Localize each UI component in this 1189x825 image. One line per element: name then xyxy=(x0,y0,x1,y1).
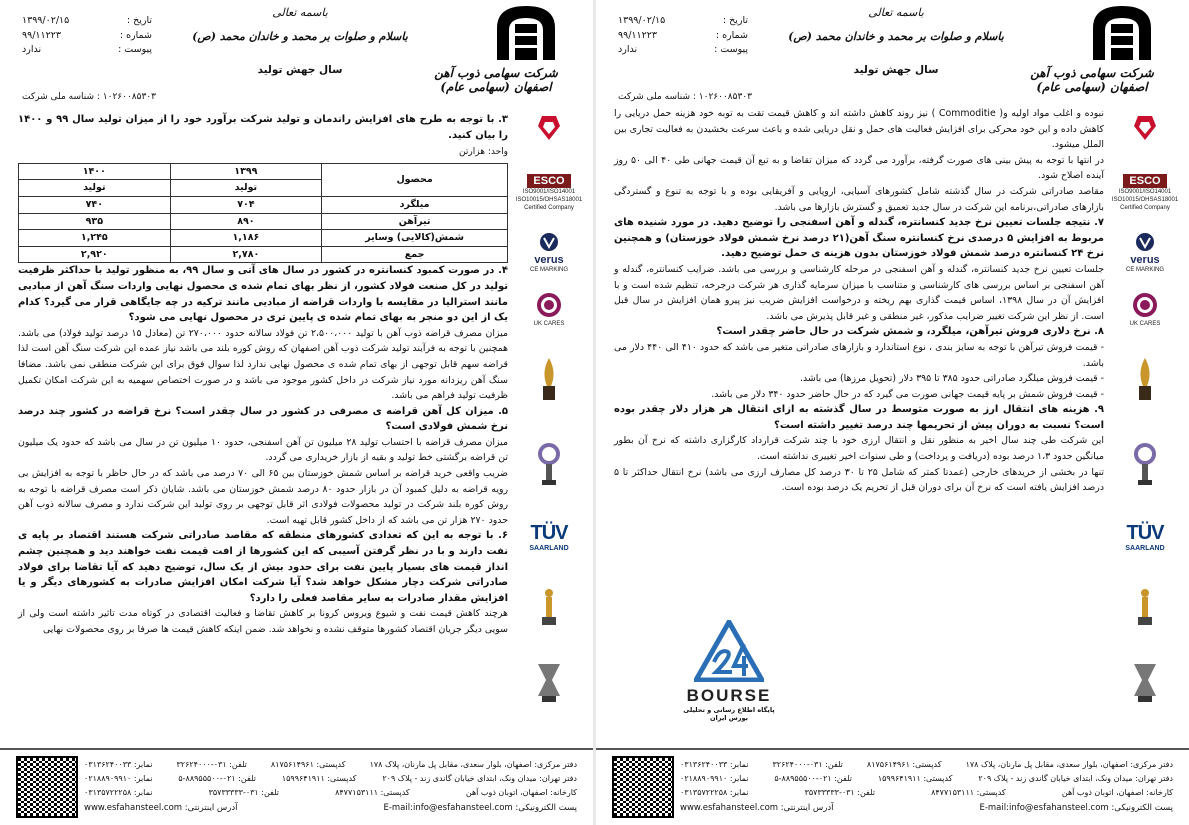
bismillah: باسمه تعالی xyxy=(868,6,924,19)
esfahan-steel-logo xyxy=(491,0,561,64)
iso-line-1: ISO9001/ISO14001 xyxy=(522,189,576,195)
iso-line-2: ISO10015/OHSAS18001 xyxy=(515,197,583,203)
email-label: پست الکترونیکی: xyxy=(515,803,577,813)
footer-contact xyxy=(680,803,1173,813)
verus-badge xyxy=(511,232,587,274)
letter-body xyxy=(614,106,1104,496)
address-factory: کارخانه: اصفهان، اتوبان ذوب آهن xyxy=(465,788,577,797)
esfahan-steel-logo xyxy=(1087,0,1157,64)
ce-marking-label: CE MARKING xyxy=(529,267,568,273)
production-subheader: تولید xyxy=(19,180,171,197)
postal-hq: کدپستی: ۸۱۷۵۶۱۴۹۶۱ xyxy=(270,760,346,769)
question-4: ۴. در صورت کمبود کنسانتره در کشور در سال های آتی و سال ۹۹، به منظور تولید با حداکثر ظرفیت تولید در کل صنعت فولاد کشور، از نظر بهای تمام شده ی محصول نهایی واردات سنگ آهن از مبادیی مانند استرالیا در مقایسه با واردات قراضه از مبادیی مانند ترکیه در چه جایگاهی قرار می گیرد؟ کدام یک از این دو منجر به بهای تمام شده ی پایین تری در محصول نهایی می شود؟ xyxy=(18,265,508,324)
fax-tehran: نمابر: ۰۲۱۸۸۹۰۹۹۱۰ xyxy=(680,774,749,783)
award-icon xyxy=(1107,442,1183,488)
esco-iso-badge xyxy=(1107,174,1183,212)
salutation: باسلام و صلوات بر محمد و خاندان محمد (ص) xyxy=(788,30,1004,43)
postal-tehran: کدپستی: ۱۵۹۹۶۴۱۹۱۱ xyxy=(281,774,357,783)
attachment-value: ندارد xyxy=(618,44,638,55)
answer-9-part-2: تنها در بخشی از خریدهای خارجی (عمدتا کمتر که شامل ۲۵ تا ۳۰ درصد کل مصارف ارزی می باشد) نرخ انتقال حداکثر تا ۵ درصد افزایش یافته است که نرخ آن برای دوران قبل از تحریم یک درصد بوده است. xyxy=(614,466,1105,494)
answer-6: هرچند کاهش قیمت نفت و شیوع ویروس کرونا بر کاهش تقاضا و فعالیت اقتصادی در کوتاه مدت تاثیر داشته است ولی از سویی دیگر جریان اقتصاد کشورها متوقف نشده و نخواهد شد. ضمن اینکه کاهش قیمت ها صرفا بر روی محصولات نهایی xyxy=(18,608,508,635)
tel-tehran: تلفن: ۰۲۱-۸۸۹۵۵۵۰۰-۵ xyxy=(774,774,852,783)
knot-sculpture-icon xyxy=(511,660,587,706)
cares-badge xyxy=(1107,292,1183,328)
fax-hq: نمابر: ۰۳۱۳۶۲۴۰۰۳۳ xyxy=(84,760,153,769)
fax-hq: نمابر: ۰۳۱۳۶۲۴۰۰۳۳ xyxy=(680,760,749,769)
footer-addresses xyxy=(680,758,1173,800)
paragraph-forecast: در انتها با توجه به پیش بینی های صورت گرفته، برآورد می گردد که میزان تقاضا و به تبع آن قیمت جهانی طی ۴۰ الی ۵۰ روز آینده اصلاح شود. xyxy=(614,154,1104,182)
table-row xyxy=(19,196,508,213)
value-1399: ۸۹۰ xyxy=(170,213,322,230)
tel-factory: تلفن: ۰۳۱-۳۵۷۳۳۳۳۳ xyxy=(804,788,875,797)
national-id: ۱۰۲۶۰۰۸۵۳۰۳ : شناسه ملی شرکت xyxy=(618,92,752,102)
iso-line-3: Certified Company xyxy=(1120,205,1170,211)
bourse-subtitle: پایگاه اطلاع رسانی و تحلیلی بورس ایران xyxy=(683,706,775,722)
email-label: پست الکترونیکی: xyxy=(1111,803,1173,813)
qr-code-icon xyxy=(612,756,674,818)
postal-hq: کدپستی: ۸۱۷۵۶۱۴۹۶۱ xyxy=(866,760,942,769)
email-link[interactable]: E-mail:info@esfahansteel.com xyxy=(979,803,1109,813)
number-value: ۹۹/۱۱۲۲۳ xyxy=(22,29,61,41)
value-1399: ۷۰۴ xyxy=(170,196,322,213)
product-name: میلگرد xyxy=(322,196,508,213)
answer-5-part-2: ضریب واقعی خرید قراضه بر اساس شمش خوزستان بین ۶۵ الی ۷۰ درصد می باشد که در حال حاظر با توجه به افزایش بی رویه قراضه به دلیل کمبود آن در بازار حدود ۸۰ درصد شمش خوزستان می باشد. شایان ذکر است مصرف قراضه با توجه به روش کوره بلند شرکت در تولید محصولات فولادی اثر قابل توجهی بر روی تولید این شرکت ندارد و مصرف سالانه ذوب آهن حدود ۲۷۰ هزار تن می باشد که از داخل کشور قابل تهیه است. xyxy=(18,468,508,526)
product-header: محصول xyxy=(322,163,508,196)
address-factory: کارخانه: اصفهان، اتوبان ذوب آهن xyxy=(1061,788,1173,797)
product-name: جمع xyxy=(322,246,508,263)
cares-icon xyxy=(536,292,562,318)
iso-line-2: ISO10015/OHSAS18001 xyxy=(1111,197,1179,203)
fax-tehran: نمابر: ۰۲۱۸۸۹۰۹۹۱۰ xyxy=(84,774,153,783)
address-hq: دفتر مرکزی: اصفهان، بلوار سعدی، مقابل پل مارنان، پلاک ۱۷۸ xyxy=(369,760,577,769)
tuv-badge xyxy=(1107,522,1183,552)
question-5: ۵. میزان کل آهن قراضه ی مصرفی در کشور در سال چقدر است؟ نرخ قراضه در کشور چند درصد نرخ شمش فولادی است؟ xyxy=(18,405,508,433)
letter-meta xyxy=(618,14,748,58)
year-1400-header: ۱۴۰۰ xyxy=(19,163,171,180)
iso-line-3: Certified Company xyxy=(524,205,574,211)
attachment-label: پیوست : xyxy=(714,44,748,55)
date-label: تاریخ : xyxy=(126,15,152,26)
letter-footer xyxy=(596,748,1189,825)
answer-7: جلسات تعیین نرخ جدید کنسانتره، گندله و آهن اسفنجی در مرحله کارشناسی و بررسی می باشد. ضرایب کنسانتره، گندله و آهن اسفنجی بر اساس بررسی های کارشناسی و متناسب با میزان سرمایه گذاری هر شرکت درجرخه، تنظیم شده است و با افزایش آن در سال ۱۳۹۸، اساس قیمت گذاری بهم ریخته و درخواست افزایش ضریب نیز پیرو همان افزایش در سال قبل است. از نظر این شرکت تغییر ضرایب مذکور، غیر منطقی و غیر قابل پذیرش می باشد. xyxy=(614,263,1105,322)
question-8: ۸. نرخ دلاری فروش تیرآهن، میلگرد، و شمش شرکت در حال حاضر چقدر است؟ xyxy=(716,326,1104,338)
year-1399-header: ۱۳۹۹ xyxy=(170,163,322,180)
question-3: ۳. با توجه به طرح های افزایش راندمان و تولید شرکت برآورد خود را از میزان تولید سال ۹۹ و ۱۴۰۰ را بیان کنید. xyxy=(18,114,508,141)
saarland-label: SAARLAND xyxy=(1125,545,1165,552)
value-1400: ۷۴۰ xyxy=(19,196,171,213)
production-subheader: تولید xyxy=(170,180,322,197)
footer-contact xyxy=(84,803,577,813)
ce-marking-label: CE MARKING xyxy=(1125,267,1164,273)
saarland-label: SAARLAND xyxy=(529,545,569,552)
postal-factory: کدپستی: ۸۴۷۷۱۵۳۱۱۱ xyxy=(335,788,410,797)
table-unit: واحد: هزارتن xyxy=(459,147,508,158)
certification-sidebar xyxy=(511,112,587,742)
company-name: شرکت سهامی ذوب آهن اصفهان (سهامی عام) xyxy=(1030,66,1154,94)
date-value: ۱۳۹۹/۰۲/۱۵ xyxy=(618,15,666,26)
verus-icon xyxy=(539,232,559,252)
cares-label: UK CARES xyxy=(1129,321,1161,327)
question-9: ۹. هزینه های انتقال ارز به صورت متوسط در سال گذشته به ازای انتقال هر هزار دلار چقدر بوده است؟ نسبت به دوران پیش از تحریمها چند درصد تغییر داشته است؟ xyxy=(614,404,1104,431)
value-1399: ۲,۷۸۰ xyxy=(170,246,322,263)
verus-icon xyxy=(1135,232,1155,252)
salutation: باسلام و صلوات بر محمد و خاندان محمد (ص) xyxy=(192,30,408,43)
answer-8-rebar: - قیمت فروش میلگرد صادراتی حدود ۳۸۵ تا ۳۹۵ دلار (تحویل مرزها) می باشد. xyxy=(800,373,1104,385)
paragraph-commodities: نبوده و اغلب مواد اولیه و( Commoditie ) نیز روند کاهش داشته اند و کاهش قیمت تقت به توبه خود هزینه حمل دریایی را کاهش داده و این خود محرکی برای افزایش فعالیت های حمل و نقل دریایی شده و باعث سرعت بخشیدن به فعالیت تجاری بین الملل میشود. xyxy=(614,108,1104,151)
value-1400: ۱,۲۴۵ xyxy=(19,230,171,247)
website-link[interactable]: www.esfahansteel.com xyxy=(680,803,779,813)
letter-page-1 xyxy=(596,0,1189,825)
company-name: شرکت سهامی ذوب آهن اصفهان (سهامی عام) xyxy=(434,66,558,94)
bismillah: باسمه تعالی xyxy=(272,6,328,19)
national-id: ۱۰۲۶۰۰۸۵۳۰۳ : شناسه ملی شرکت xyxy=(22,92,156,102)
bourse-word: BOURSE xyxy=(686,686,772,705)
year-motto: سال جهش تولید xyxy=(257,64,343,76)
product-name: تیرآهن xyxy=(322,213,508,230)
website-label: آدرس اینترنتی: xyxy=(780,803,834,813)
footer-addresses xyxy=(84,758,577,800)
answer-8-beam: - قیمت فروش تیرآهن با توجه به سایز بندی ، نوع استاندارد و بازارهای صادراتی متغیر می باشد که حدود ۴۱۰ الی ۴۴۰ دلار می باشد. xyxy=(614,341,1104,369)
address-tehran: دفتر تهران: میدان ونک، ابتدای خیابان گاندی زند - پلاک ۲۰۹ xyxy=(978,774,1173,783)
email-link[interactable]: E-mail:info@esfahansteel.com xyxy=(383,803,513,813)
tel-hq: تلفن: ۰۳۱-۳۲۶۲۴۰۰۰ xyxy=(772,760,843,769)
table-row-total xyxy=(19,246,508,263)
verus-label: verus xyxy=(1130,254,1160,266)
value-1400: ۹۳۵ xyxy=(19,213,171,230)
trophy-icon xyxy=(511,356,587,406)
answer-8-billet: - قیمت فروش شمش بر پایه قیمت جهانی صورت می گیرد که در حال حاضر حدود ۳۴۰ دلار می باشد. xyxy=(711,388,1104,400)
letter-footer xyxy=(0,748,593,825)
bourse-watermark xyxy=(674,620,784,720)
year-motto: سال جهش تولید xyxy=(853,64,939,76)
esco-logo: ESCO xyxy=(1123,174,1166,188)
iso-line-1: ISO9001/ISO14001 xyxy=(1118,189,1172,195)
gold-statue-icon xyxy=(1107,587,1183,629)
website-link[interactable]: www.esfahansteel.com xyxy=(84,803,183,813)
product-name: شمش(کالایی) وسایر xyxy=(322,230,508,247)
value-1399: ۱,۱۸۶ xyxy=(170,230,322,247)
gold-statue-icon xyxy=(511,587,587,629)
answer-9-part-1: این شرکت طی چند سال اخیر به منظور نقل و انتقال ارزی خود با چند شرکت قرارداد کارگزاری داشته که نرخ آن بطور میانگین حدود ۱،۳ درصد بوده (دریافت و پرداخت) و طی سنوات اخیر تغییری نداشته است. xyxy=(614,435,1104,463)
letter-body xyxy=(18,112,508,638)
value-1400: ۲,۹۲۰ xyxy=(19,246,171,263)
quality-award-icon xyxy=(1107,112,1183,144)
question-6: ۶. با توجه به این که تعدادی کشورهای منطقه که مقاصد صادراتی شرکت هستند اقتصاد بر پایه ی نفت دارند و با در نظر گرفتن آسیبی که این کشورها از افت قیمت نفت خواهند دید و همچنین چشم انداز قیمت های بسیار پایین نفت برای حدود بیش از یک سال، توضیح دهید که آیا تقاضا برای فولاد صادراتی شرکت دچار مشکل خواهد شد؟ آیا شرکت امکان افزایش صادرات به کشورهای دیگر و یا افزایش مقدار صادرات به سایر مقاصد فعلی را دارد؟ xyxy=(18,530,508,604)
award-icon xyxy=(511,442,587,488)
postal-tehran: کدپستی: ۱۵۹۹۶۴۱۹۱۱ xyxy=(877,774,953,783)
certification-sidebar xyxy=(1107,112,1183,742)
letter-page-2 xyxy=(0,0,593,825)
attachment-value: ندارد xyxy=(22,44,42,55)
esco-logo: ESCO xyxy=(527,174,570,188)
tel-tehran: تلفن: ۰۲۱-۸۸۹۵۵۵۰۰-۵ xyxy=(178,774,256,783)
question-7: ۷. نتیجه جلسات تعیین نرخ جدید کنسانتره، گندله و آهن اسفنجی را توضیح دهید. در مورد شنیده های مربوط به افزایش ۵ درصدی نرخ کنسانتره سنگ آهن(۲۱ درصد نرخ شمش فولاد خوزستان) و همچنین نرخ ۲۴ کنسانتره درصد شمش فولاد خوزستان بدون هزینه ی حمل توضیح دهید. xyxy=(614,217,1104,260)
date-label: تاریخ : xyxy=(722,15,748,26)
table-row xyxy=(19,213,508,230)
answer-5-part-1: میزان مصرف قراضه با احتساب تولید ۲۸ میلیون تن آهن اسفنجی، حدود ۱۰ میلیون تن در سال می باشد که حدود یک میلیون تن قراضه برگشتی خط تولید و بقیه از بازار خریداری می گردد. xyxy=(18,436,508,464)
tuv-logo: TÜV xyxy=(1126,522,1164,544)
paragraph-export-markets: مقاصد صادراتی شرکت در سال گذشته شامل کشورهای آسیایی، اروپایی و آفریقایی بوده و با توجه به تنوع و گستردگی بازارهای صادراتی،برنامه این شرکت در سال جدید تعمیق و گسترش بازارها می باشد. xyxy=(614,185,1104,213)
number-value: ۹۹/۱۱۲۲۳ xyxy=(618,29,657,41)
address-hq: دفتر مرکزی: اصفهان، بلوار سعدی، مقابل پل مارنان، پلاک ۱۷۸ xyxy=(965,760,1173,769)
esco-iso-badge xyxy=(511,174,587,212)
postal-factory: کدپستی: ۸۴۷۷۱۵۳۱۱۱ xyxy=(931,788,1006,797)
bourse-24-logo xyxy=(694,620,764,682)
verus-badge xyxy=(1107,232,1183,274)
cares-icon xyxy=(1132,292,1158,318)
table-row xyxy=(19,230,508,247)
quality-award-icon xyxy=(511,112,587,144)
verus-label: verus xyxy=(534,254,564,266)
date-value: ۱۳۹۹/۰۲/۱۵ xyxy=(22,15,70,26)
cares-label: UK CARES xyxy=(533,321,565,327)
number-label: شماره : xyxy=(119,29,152,41)
qr-code-icon xyxy=(16,756,78,818)
tel-hq: تلفن: ۰۳۱-۳۲۶۲۴۰۰۰ xyxy=(176,760,247,769)
tel-factory: تلفن: ۰۳۱-۳۵۷۳۳۳۳۳ xyxy=(208,788,279,797)
production-table xyxy=(18,163,508,264)
letter-meta xyxy=(22,14,152,58)
knot-sculpture-icon xyxy=(1107,660,1183,706)
number-label: شماره : xyxy=(715,29,748,41)
attachment-label: پیوست : xyxy=(118,44,152,55)
answer-4: میزان مصرف قراضه ذوب آهن با تولید ۲،۵۰۰،۰۰۰ تن فولاد سالانه حدود ۲۷۰،۰۰۰ تن (معادل ۱۵ درصد تولید فولاد) می باشد. همچنین با توجه به فرآیند تولید شرکت ذوب آهن اصفهان که روش کوره بلند می باشد نیاز عمده این شرکت سنگ آهن است لذا قراضه سهم قابل توجهی از بهای تمام شده ی محصول نهایی ندارد لذا سوال فوق برای این شرکت منطقی نمی باشد. مضافا سنگ آهن ریزدانه مورد نیاز شرکت در داخل کشور موجود می باشد و در صورت اختصاص سهمیه به این شرکت امکان تکمیل ظرفیت تولید فراهم می باشد. xyxy=(18,327,508,402)
fax-factory: نمابر: ۰۳۱۳۵۷۲۲۲۵۸ xyxy=(680,788,749,797)
website-label: آدرس اینترنتی: xyxy=(184,803,238,813)
address-tehran: دفتر تهران: میدان ونک، ابتدای خیابان گاندی زند - پلاک ۲۰۹ xyxy=(382,774,577,783)
fax-factory: نمابر: ۰۳۱۳۵۷۲۲۲۵۸ xyxy=(84,788,153,797)
tuv-logo: TÜV xyxy=(530,522,568,544)
cares-badge xyxy=(511,292,587,328)
trophy-icon xyxy=(1107,356,1183,406)
tuv-badge xyxy=(511,522,587,552)
